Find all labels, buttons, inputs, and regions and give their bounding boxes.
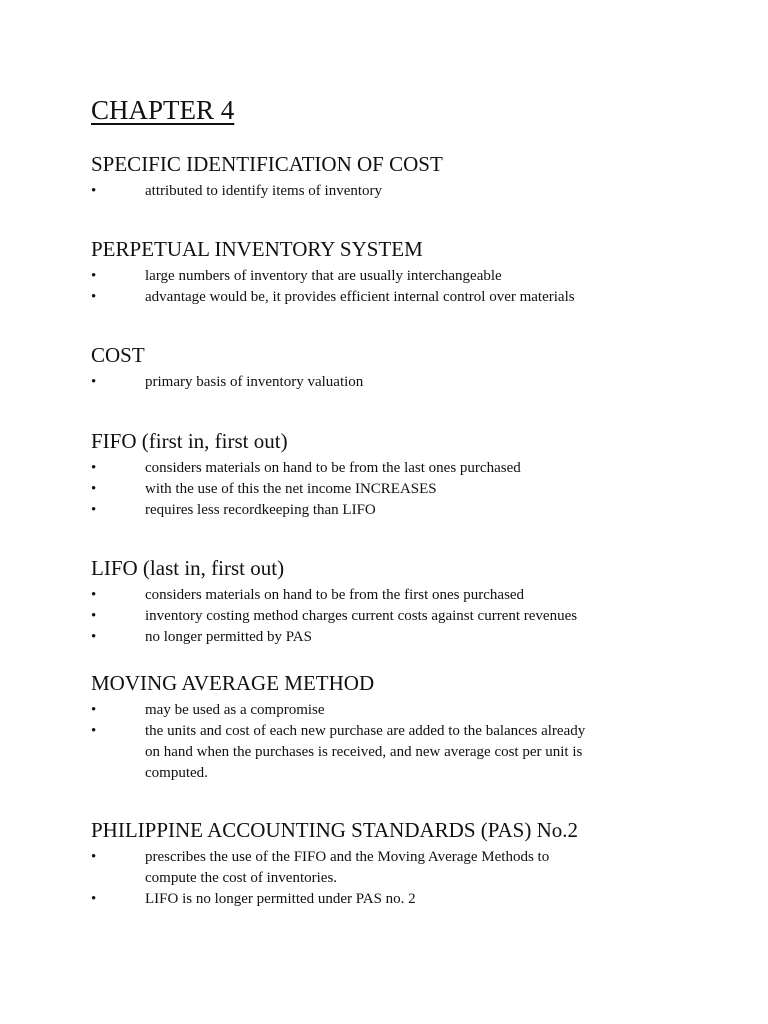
list-item: • considers materials on hand to be from the last ones purchased bbox=[91, 458, 731, 479]
bullet-list bbox=[91, 585, 731, 648]
list-item: • attributed to identify items of inventory bbox=[91, 181, 731, 202]
bullet-list bbox=[91, 181, 731, 202]
list-item: • the units and cost of each new purchase are added to the balances already on hand when the purchases is received, and new average cost per unit is computed. bbox=[91, 721, 731, 784]
bullet-icon bbox=[91, 700, 103, 721]
bullet-icon bbox=[91, 287, 103, 308]
bullet-icon bbox=[91, 458, 103, 479]
bullet-icon bbox=[91, 479, 103, 500]
section-cost bbox=[91, 342, 731, 393]
bullet-icon bbox=[91, 606, 103, 627]
section-fifo bbox=[91, 428, 731, 521]
bullet-list bbox=[91, 847, 731, 910]
bullet-icon bbox=[91, 721, 103, 742]
bullet-list bbox=[91, 372, 731, 393]
section-heading: PERPETUAL INVENTORY SYSTEM bbox=[91, 237, 423, 261]
bullet-list bbox=[91, 458, 731, 521]
bullet-icon bbox=[91, 889, 103, 910]
list-item: • primary basis of inventory valuation bbox=[91, 372, 731, 393]
section-lifo bbox=[91, 555, 731, 648]
list-item: • large numbers of inventory that are usually interchangeable bbox=[91, 266, 731, 287]
section-heading: LIFO (last in, first out) bbox=[91, 556, 285, 580]
list-item: • considers materials on hand to be from the first ones purchased bbox=[91, 585, 731, 606]
section-heading: PHILIPPINE ACCOUNTING STANDARDS (PAS) No.2 bbox=[91, 818, 579, 842]
section-heading: FIFO (first in, first out) bbox=[91, 429, 288, 453]
section-heading: COST bbox=[91, 343, 145, 367]
bullet-icon bbox=[91, 627, 103, 648]
bullet-icon bbox=[91, 847, 103, 868]
bullet-icon bbox=[91, 372, 103, 393]
list-item: • prescribes the use of the FIFO and the Moving Average Methods to compute the cost of inventories. bbox=[91, 847, 731, 889]
bullet-icon bbox=[91, 500, 103, 521]
page-title: CHAPTER 4 bbox=[91, 95, 235, 125]
bullet-list bbox=[91, 266, 731, 308]
bullet-icon bbox=[91, 585, 103, 606]
section-perpetual-inventory bbox=[91, 236, 731, 308]
list-item: • LIFO is no longer permitted under PAS no. 2 bbox=[91, 889, 731, 910]
bullet-icon bbox=[91, 181, 103, 202]
section-heading: SPECIFIC IDENTIFICATION OF COST bbox=[91, 152, 443, 176]
list-item: • may be used as a compromise bbox=[91, 700, 731, 721]
list-item: • no longer permitted by PAS bbox=[91, 627, 731, 648]
section-moving-average bbox=[91, 670, 731, 784]
list-item: • advantage would be, it provides efficient internal control over materials bbox=[91, 287, 731, 308]
bullet-list bbox=[91, 700, 731, 784]
section-heading: MOVING AVERAGE METHOD bbox=[91, 671, 375, 695]
list-item: • inventory costing method charges current costs against current revenues bbox=[91, 606, 731, 627]
list-item: • with the use of this the net income INCREASES bbox=[91, 479, 731, 500]
section-specific-identification bbox=[91, 151, 731, 202]
section-pas-no2 bbox=[91, 817, 731, 910]
bullet-icon bbox=[91, 266, 103, 287]
list-item: • requires less recordkeeping than LIFO bbox=[91, 500, 731, 521]
